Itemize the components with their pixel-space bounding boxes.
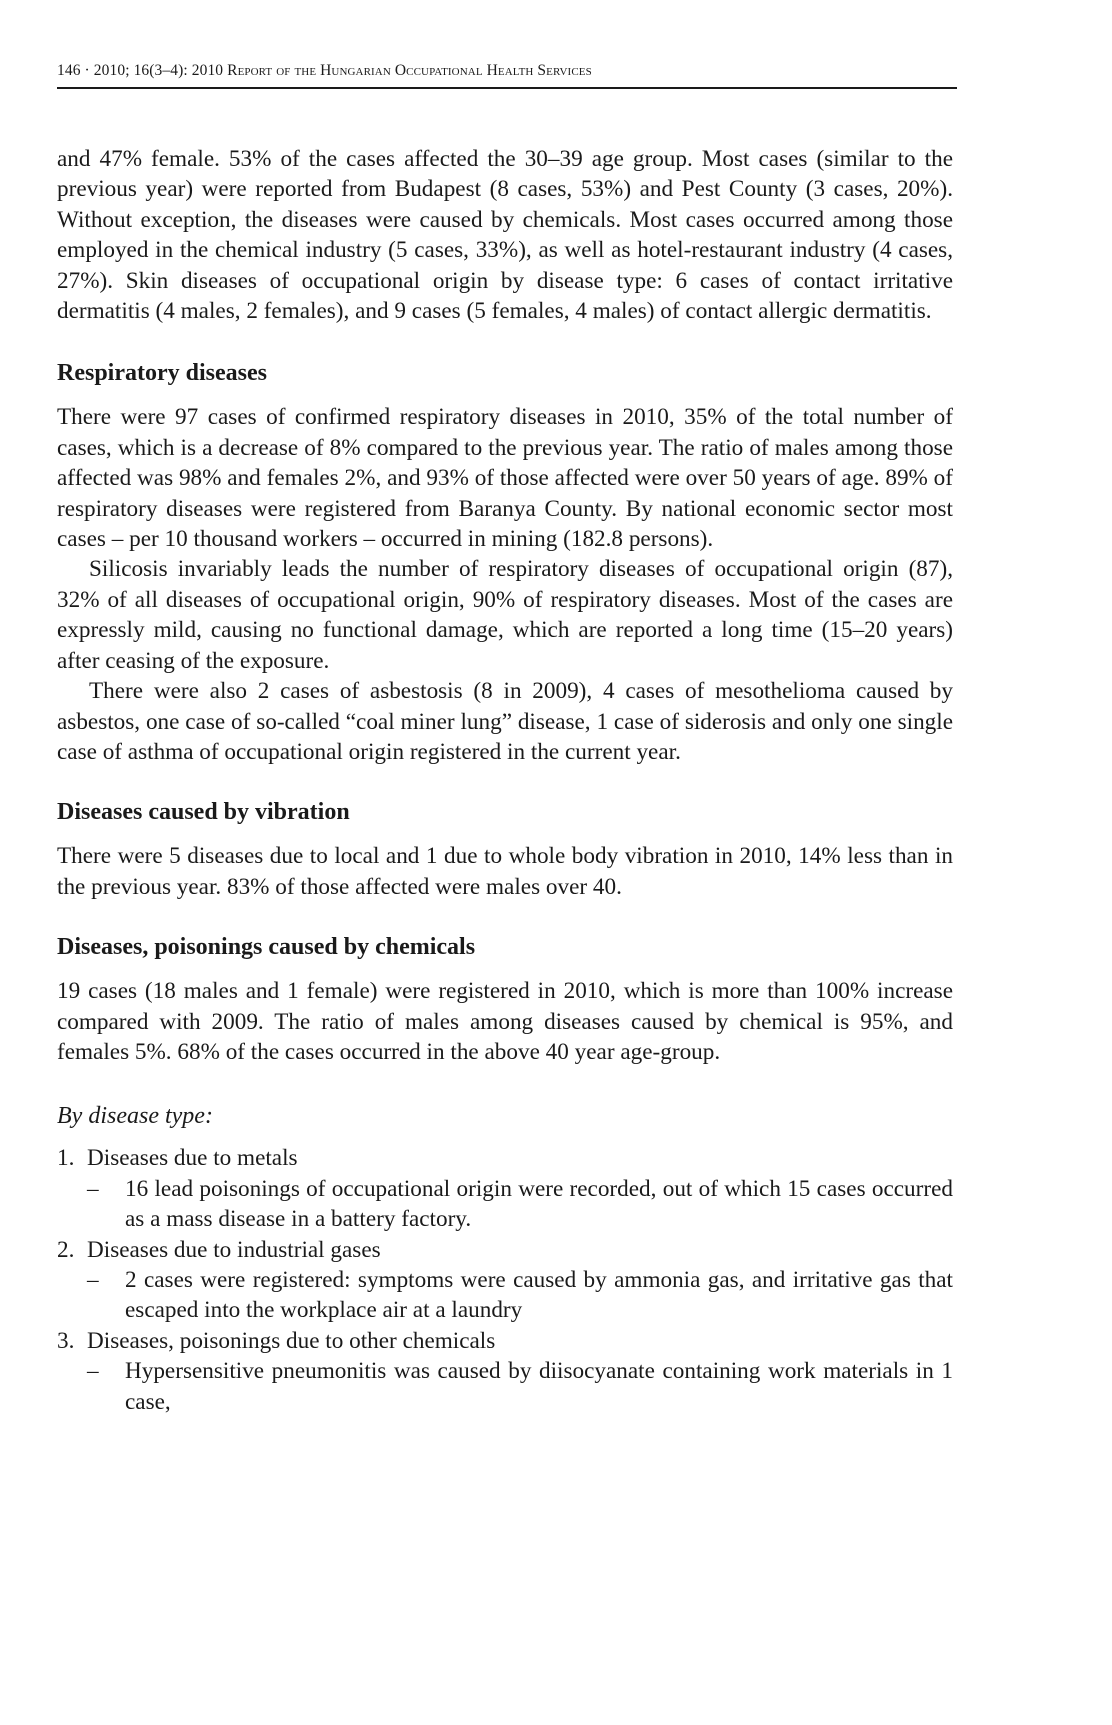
section-heading-respiratory: Respiratory diseases: [57, 360, 267, 387]
disease-type-list: [57, 1143, 953, 1417]
header-separator: ·: [84, 62, 90, 79]
detail-text: 2 cases were registered: symptoms were caused by ammonia gas, and irritative gas that escaped into the workplace air at a laundry: [125, 1266, 953, 1324]
vibration-paragraph-1: There were 5 diseases due to local and 1 due to whole body vibration in 2010, 14% less than in the previous year. 83% of those affected were males over 40.: [57, 843, 953, 900]
disease-type-title: Diseases due to industrial gases: [87, 1236, 381, 1263]
page-number: 146: [57, 62, 81, 79]
detail-item: [87, 1356, 953, 1417]
journal-title: Report of the Hungarian Occupational Health Services: [227, 62, 592, 79]
running-header: [57, 62, 957, 80]
chemicals-paragraph-1: 19 cases (18 males and 1 female) were registered in 2010, which is more than 100% increase compared with 2009. The ratio of males among diseases caused by chemical is 95%, and females 5%. 68% of the cases occurred in the above 40 year age-group.: [57, 978, 953, 1065]
disease-type-item: [57, 1143, 953, 1234]
respiratory-paragraph-2: Silicosis invariably leads the number of respiratory diseases of occupational origin (87), 32% of all diseases of occupational origin, 90% of respiratory diseases. Most of the cases are expressly mild, causing no functional damage, which are reported a long time (15–20 years) after ceasing of the exposure.: [57, 556, 953, 674]
header-rule: [57, 87, 957, 89]
section-heading-vibration: Diseases caused by vibration: [57, 799, 350, 826]
detail-item: [87, 1265, 953, 1326]
disease-type-title: Diseases, poisonings due to other chemicals: [87, 1327, 496, 1354]
disease-type-item: [57, 1326, 953, 1417]
journal-year: 2010: [191, 62, 224, 79]
detail-list: [87, 1265, 953, 1326]
section-heading-chemicals: Diseases, poisonings caused by chemicals: [57, 934, 476, 961]
detail-list: [87, 1174, 953, 1235]
detail-text: Hypersensitive pneumonitis was caused by diisocyanate containing work materials in 1 case,: [125, 1358, 953, 1415]
citation: 2010; 16(3–4):: [93, 62, 188, 79]
disease-type-title: Diseases due to metals: [87, 1145, 298, 1172]
disease-type-item: [57, 1235, 953, 1326]
list-number: 1.: [57, 1145, 75, 1172]
skin-diseases-continuation: and 47% female. 53% of the cases affected the 30–39 age group. Most cases (similar to the previous year) were reported from Budapest (8 cases, 53%) and Pest County (3 cases, 20%). Without exception, the diseases were caused by chemicals. Most cases occurred among those employed in the chemical industry (5 cases, 33%), as well as hotel-restaurant industry (4 cases, 27%). Skin diseases of occupational origin by disease type: 6 cases of contact irritative dermatitis (4 males, 2 females), and 9 cases (5 females, 4 males) of contact allergic dermatitis.: [57, 146, 953, 325]
dash-bullet: –: [87, 1358, 99, 1385]
respiratory-paragraph-1: There were 97 cases of confirmed respiratory diseases in 2010, 35% of the total number of cases, which is a decrease of 8% compared to the previous year. The ratio of males among those affected was 98% and females 2%, and 93% of those affected were over 50 years of age. 89% of respiratory diseases were registered from Baranya County. By national economic sector most cases – per 10 thousand workers – occurred in mining (182.8 persons).: [57, 404, 953, 553]
list-number: 3.: [57, 1327, 75, 1354]
dash-bullet: –: [87, 1266, 99, 1293]
body-content: [57, 144, 953, 1417]
subheading-by-disease-type: By disease type:: [57, 1103, 213, 1130]
dash-bullet: –: [87, 1175, 99, 1202]
list-number: 2.: [57, 1236, 75, 1263]
detail-list: [87, 1356, 953, 1417]
respiratory-paragraph-3: There were also 2 cases of asbestosis (8 in 2009), 4 cases of mesothelioma caused by asbestos, one case of so-called “coal miner lung” disease, 1 case of siderosis and only one single case of asthma of occupational origin registered in the current year.: [57, 678, 953, 765]
detail-text: 16 lead poisonings of occupational origin were recorded, out of which 15 cases occurred as a mass disease in a battery factory.: [125, 1175, 953, 1233]
detail-item: [87, 1174, 953, 1235]
